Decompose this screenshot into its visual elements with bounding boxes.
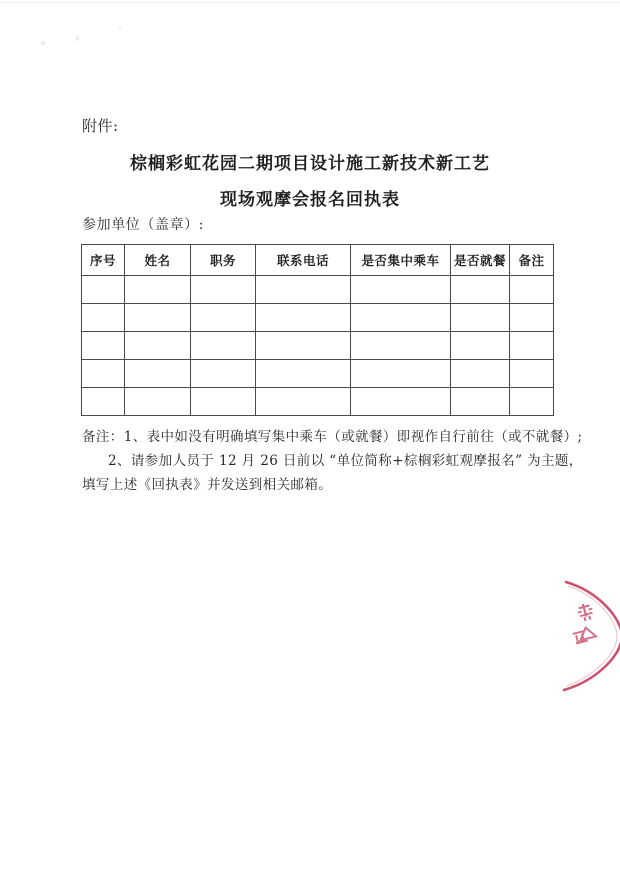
cell-title[interactable] [191, 304, 256, 332]
cell-remark[interactable] [510, 304, 554, 332]
document-title-line2: 现场观摩会报名回执表 [220, 190, 400, 210]
cell-title[interactable] [191, 388, 256, 416]
cell-meal[interactable] [451, 276, 510, 304]
note-line-3: 填写上述《回执表》并发送到相关邮箱。 [82, 477, 333, 493]
cell-phone[interactable] [256, 360, 351, 388]
cell-name[interactable] [125, 276, 191, 304]
cell-index[interactable] [82, 388, 125, 416]
table-header-row [82, 245, 554, 276]
table-body [82, 276, 554, 416]
column-header-meal: 是否就餐 [451, 245, 510, 276]
cell-carpool[interactable] [351, 304, 451, 332]
scan-speck [76, 36, 79, 41]
cell-phone[interactable] [256, 276, 351, 304]
cell-name[interactable] [125, 332, 191, 360]
table-row[interactable] [82, 304, 554, 332]
cell-index[interactable] [82, 332, 125, 360]
column-header-name: 姓名 [125, 245, 191, 276]
cell-remark[interactable] [510, 276, 554, 304]
cell-phone[interactable] [256, 304, 351, 332]
cell-title[interactable] [191, 276, 256, 304]
column-header-phone: 联系电话 [256, 245, 351, 276]
scan-speck [41, 41, 45, 45]
cell-title[interactable] [191, 332, 256, 360]
cell-phone[interactable] [256, 388, 351, 416]
cell-carpool[interactable] [351, 360, 451, 388]
document-title-line1: 棕榈彩虹花园二期项目设计施工新技术新工艺 [130, 154, 490, 174]
cell-title[interactable] [191, 360, 256, 388]
column-header-carpool: 是否集中乘车 [351, 245, 451, 276]
column-header-index: 序号 [82, 245, 125, 276]
cell-meal[interactable] [451, 360, 510, 388]
cell-phone[interactable] [256, 332, 351, 360]
cell-remark[interactable] [510, 332, 554, 360]
scan-speck [119, 26, 121, 29]
cell-carpool[interactable] [351, 276, 451, 304]
note-line-1: 备注：1、表中如没有明确填写集中乘车（或就餐）即视作自行前往（或不就餐）; [82, 429, 583, 445]
table-row[interactable] [82, 360, 554, 388]
cell-name[interactable] [125, 304, 191, 332]
cell-meal[interactable] [451, 388, 510, 416]
cell-name[interactable] [125, 360, 191, 388]
column-header-remark: 备注 [510, 245, 554, 276]
cell-carpool[interactable] [351, 332, 451, 360]
notes-section [82, 425, 583, 497]
scan-artifact-line [0, 2, 620, 3]
signup-table [81, 244, 554, 416]
attachment-label: 附件: [82, 117, 119, 135]
cell-meal[interactable] [451, 332, 510, 360]
cell-meal[interactable] [451, 304, 510, 332]
cell-carpool[interactable] [351, 388, 451, 416]
table-row[interactable] [82, 388, 554, 416]
participating-unit-label: 参加单位（盖章）: [82, 217, 205, 233]
cell-index[interactable] [82, 304, 125, 332]
cell-index[interactable] [82, 276, 125, 304]
cell-name[interactable] [125, 388, 191, 416]
company-seal-icon [548, 576, 620, 694]
column-header-title: 职务 [191, 245, 256, 276]
cell-remark[interactable] [510, 360, 554, 388]
note-line-2: 2、请参加人员于 12 月 26 日前以 “单位简称+棕榈彩虹观摩报名” 为主题， [108, 453, 583, 469]
table-row[interactable] [82, 332, 554, 360]
table-row[interactable] [82, 276, 554, 304]
cell-remark[interactable] [510, 388, 554, 416]
cell-index[interactable] [82, 360, 125, 388]
